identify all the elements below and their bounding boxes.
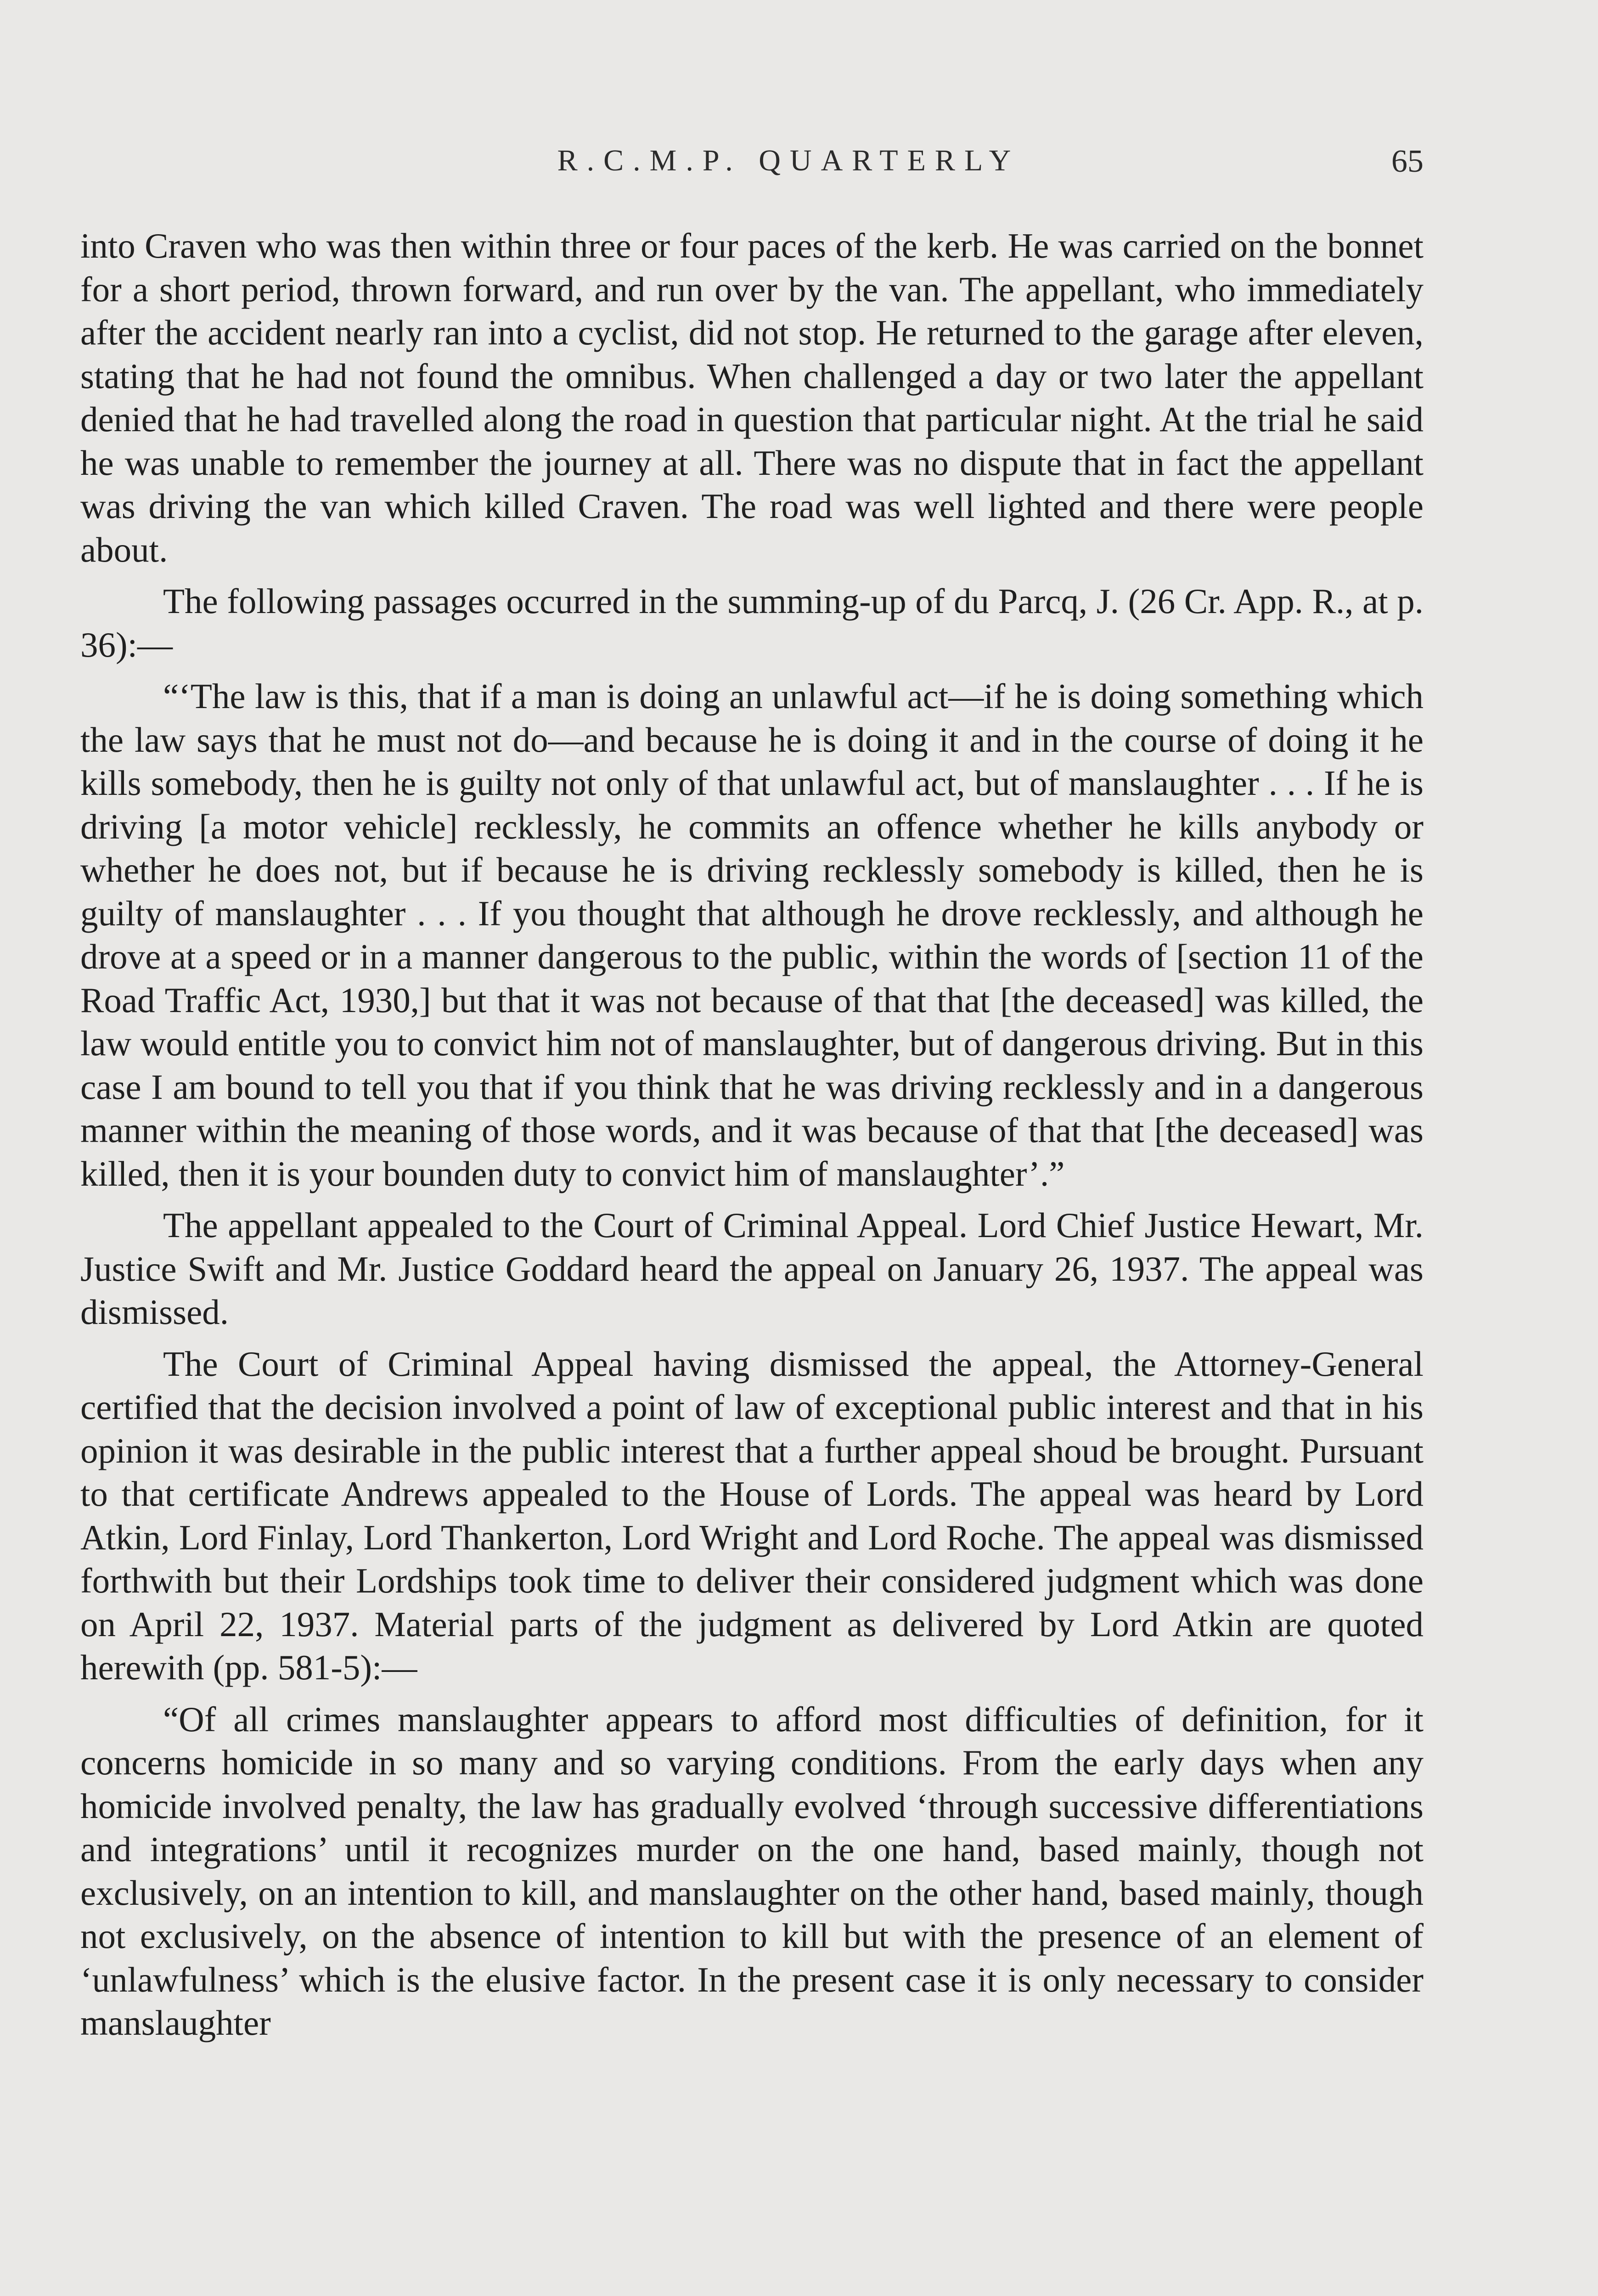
paragraph-quoted-summing-up: “‘The law is this, that if a man is doing an unlawful act—if he is doing something which the law says that he must not do—and because he is doing it and in the course of doing it he kills somebody, then he is guilty not only of that unlawful act, but of manslaughter . . . If he is driving [a motor vehicle] recklessly, he commits an offence whether he kills anybody or whether he does not, but if because he is driving recklessly somebody is killed, then he is guilty of manslaughter . . . If you thought that although he drove recklessly, and although he drove at a speed or in a manner dangerous to the public, within the words of [section 11 of the Road Traffic Act, 1930,] but that it was not because of that that [the deceased] was killed, the law would entitle you to convict him not of manslaughter, but of dangerous driving. But in this case I am bound to tell you that if you think that he was driving recklessly and in a dangerous manner within the meaning of those words, and it was because of that that [the deceased] was killed, then it is your bounden duty to convict him of manslaughter’.” [80, 676, 1424, 1193]
paragraph-continuation: into Craven who was then within three or four paces of the kerb. He was carried on the bonnet for a short period, thrown forward, and run over by the van. The appellant, who immediately after the accident nearly ran into a cyclist, did not stop. He returned to the garage after eleven, stating that he had not found the omnibus. When challenged a day or two later the appellant denied that he had travelled along the road in question that particular night. At the trial he said he was unable to remember the journey at all. There was no dispute that in fact the appellant was driving the van which killed Craven. The road was well lighted and there were people about. [80, 226, 1424, 569]
paragraph-house-of-lords-appeal: The Court of Criminal Appeal having dismissed the appeal, the Attorney-General certified that the decision involved a point of law of exceptional public interest and that in his opinion it was desirable in the public interest that a further appeal shoud be brought. Pursuant to that certificate Andrews appealed to the House of Lords. The appeal was heard by Lord Atkin, Lord Finlay, Lord Thankerton, Lord Wright and Lord Roche. The appeal was dismissed forthwith but their Lordships took time to deliver their considered judgment which was done on April 22, 1937. Material parts of the judgment as delivered by Lord Atkin are quoted herewith (pp. 581-5):— [80, 1344, 1424, 1687]
running-head: R.C.M.P. QUARTERLY [557, 144, 1020, 177]
page-header [80, 143, 1424, 180]
paragraph-summing-up-intro: The following passages occurred in the summing-up of du Parcq, J. (26 Cr. App. R., at p. 36):— [80, 581, 1424, 664]
body-text [80, 224, 1424, 2053]
paragraph-lord-atkin-quote: “Of all crimes manslaughter appears to afford most difficulties of definition, for it concerns homicide in so many and so varying conditions. From the early days when any homicide involved penalty, the law has gradually evolved ‘through successive differentiations and integrations’ until it recognizes murder on the one hand, based mainly, though not exclusively, on an intention to kill, and manslaughter on the other hand, based mainly, though not exclusively, on the absence of intention to kill but with the presence of an element of ‘unlawfulness’ which is the elusive factor. In the present case it is only necessary to consider manslaughter [80, 1699, 1424, 2043]
page-number: 65 [1391, 144, 1424, 179]
paragraph-court-of-criminal-appeal: The appellant appealed to the Court of Criminal Appeal. Lord Chief Justice Hewart, Mr. Justice Swift and Mr. Justice Goddard heard the appeal on January 26, 1937. The appeal was dismissed. [80, 1205, 1424, 1332]
